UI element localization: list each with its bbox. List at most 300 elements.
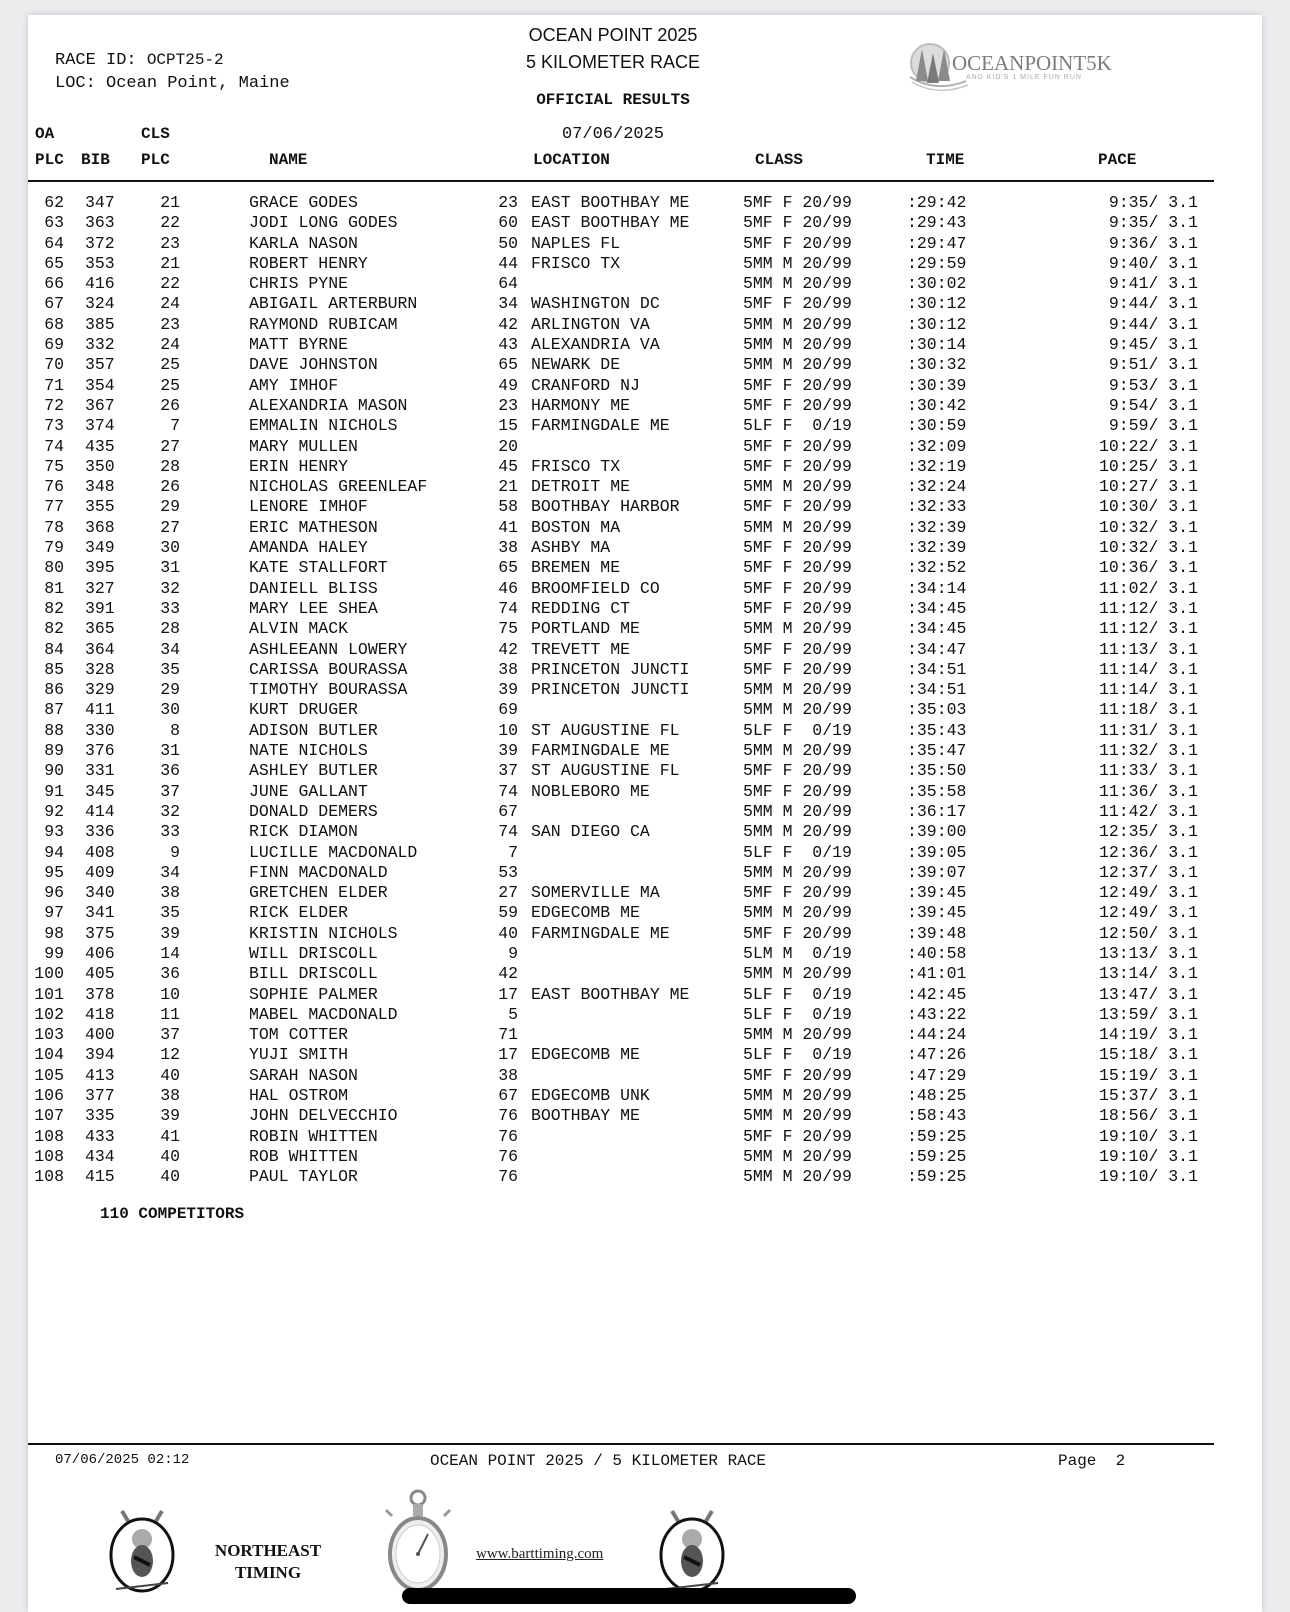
pace: 11:18/ 3.1 [1098,700,1198,720]
oa-place: 92 [44,801,64,821]
class-place: 27 [160,517,180,537]
runner-age: 41 [498,517,518,537]
runner-location: PRINCETON JUNCTI [531,659,690,679]
finish-time: :35:47 [907,741,967,761]
runner-class: 5MF F 20/99 [743,578,852,598]
runner-age: 76 [498,1167,518,1187]
race-title: 5 KILOMETER RACE [525,52,701,72]
table-row [28,660,1262,680]
class-place: 26 [160,395,180,415]
class-place: 28 [160,456,180,476]
bib-number: 340 [85,883,115,903]
location-line [55,74,290,93]
class-place: 8 [170,720,180,740]
table-row [28,315,1262,335]
runner-location: FRISCO TX [531,253,621,273]
runner-location: EDGECOMB ME [531,1045,640,1065]
runner-age: 42 [498,964,518,984]
class-place: 24 [160,335,180,355]
runner-name: NICHOLAS GREENLEAF [249,477,428,497]
pace: 14:19/ 3.1 [1098,1025,1198,1045]
bib-number: 378 [85,984,115,1004]
runner-name: YUJI SMITH [249,1045,349,1065]
class-place: 7 [170,416,180,436]
pace: 19:10/ 3.1 [1098,1167,1198,1187]
oa-place: 66 [44,274,64,294]
runner-age: 39 [498,741,518,761]
pace: 18:56/ 3.1 [1098,1106,1198,1126]
oa-place: 99 [44,943,64,963]
table-row [28,416,1262,436]
footer-title: OCEAN POINT 2025 / 5 KILOMETER RACE [429,1452,767,1470]
competitor-count-value: 110 [100,1205,129,1223]
table-row [28,721,1262,741]
runner-age: 42 [498,314,518,334]
bib-number: 331 [85,761,115,781]
table-row [28,944,1262,964]
runner-name: MARY LEE SHEA [249,598,378,618]
runner-age: 58 [498,497,518,517]
finish-time: :35:43 [907,720,967,740]
class-place: 40 [160,1065,180,1085]
oa-place: 107 [34,1106,64,1126]
oa-place: 73 [44,416,64,436]
col-time: TIME [926,151,965,169]
runner-name: FINN MACDONALD [249,862,388,882]
runner-age: 69 [498,700,518,720]
runner-age: 50 [498,233,518,253]
runner-class: 5MF F 20/99 [743,456,852,476]
finish-time: :39:05 [907,842,967,862]
finish-time: :30:42 [907,395,967,415]
pace: 10:32/ 3.1 [1098,538,1198,558]
runner-age: 21 [498,477,518,497]
col-location: LOCATION [533,151,610,169]
class-place: 9 [170,842,180,862]
bib-number: 377 [85,1086,115,1106]
runner-class: 5LF F 0/19 [743,1045,852,1065]
runner-location: REDDING CT [531,598,631,618]
pace: 11:32/ 3.1 [1098,741,1198,761]
pace: 12:37/ 3.1 [1098,862,1198,882]
table-row [28,619,1262,639]
pace: 11:31/ 3.1 [1098,720,1198,740]
table-row [28,579,1262,599]
runner-age: 46 [498,578,518,598]
pace: 19:10/ 3.1 [1098,1146,1198,1166]
table-row [28,843,1262,863]
finish-time: :43:22 [907,1004,967,1024]
pace: 10:30/ 3.1 [1098,497,1198,517]
runner-class: 5MF F 20/99 [743,1065,852,1085]
logo-text: OCEANPOINT5K [952,51,1112,75]
runner-age: 38 [498,1065,518,1085]
finish-time: :29:59 [907,253,967,273]
finish-time: :32:24 [907,477,967,497]
runner-name: CHRIS PYNE [249,274,349,294]
runner-class: 5MF F 20/99 [743,598,852,618]
oa-place: 76 [44,477,64,497]
oa-place: 82 [44,619,64,639]
table-row [28,213,1262,233]
runner-name: AMANDA HALEY [249,538,368,558]
runner-class: 5MF F 20/99 [743,761,852,781]
table-row [28,437,1262,457]
page-number: 2 [1115,1452,1126,1470]
runner-age: 27 [498,883,518,903]
oa-place: 86 [44,680,64,700]
oa-place: 105 [34,1065,64,1085]
runner-location: CRANFORD NJ [531,375,640,395]
table-row [28,355,1262,375]
oa-place: 98 [44,923,64,943]
timing-website-link[interactable]: www.barttiming.com [476,1546,604,1562]
finish-time: :34:14 [907,578,967,598]
bib-number: 349 [85,538,115,558]
oa-place: 85 [44,659,64,679]
oa-place: 91 [44,781,64,801]
event-title: OCEAN POINT 2025 [528,25,698,45]
pace: 9:54/ 3.1 [1108,395,1198,415]
runner-name: RAYMOND RUBICAM [249,314,398,334]
runner-name: ERIC MATHESON [249,517,378,537]
finish-time: :34:51 [907,680,967,700]
table-row [28,1066,1262,1086]
oa-place: 103 [34,1025,64,1045]
table-row [28,903,1262,923]
table-row [28,782,1262,802]
runner-class: 5MF F 20/99 [743,395,852,415]
runner-name: KURT DRUGER [249,700,358,720]
runner-location: BROOMFIELD CO [531,578,660,598]
runner-class: 5MM M 20/99 [743,822,852,842]
runner-class: 5MM M 20/99 [743,517,852,537]
finish-time: :32:39 [907,538,967,558]
runner-class: 5MM M 20/99 [743,862,852,882]
pace: 15:37/ 3.1 [1098,1086,1198,1106]
runner-name: JOHN DELVECCHIO [249,1106,398,1126]
redaction-bar [402,1588,856,1604]
runner-class: 5MM M 20/99 [743,1106,852,1126]
results-table [28,193,1262,1188]
finish-time: :48:25 [907,1086,967,1106]
col-class: CLASS [755,151,804,169]
class-place: 32 [160,578,180,598]
official-results-heading: OFFICIAL RESULTS [536,91,690,109]
pace: 9:35/ 3.1 [1108,213,1198,233]
finish-time: :30:12 [907,314,967,334]
finish-time: :47:26 [907,1045,967,1065]
table-row [28,802,1262,822]
bib-number: 406 [85,943,115,963]
oa-place: 93 [44,822,64,842]
stopwatch-icon [382,1488,454,1597]
table-row [28,700,1262,720]
runner-name: SARAH NASON [249,1065,358,1085]
runner-class: 5LF F 0/19 [743,984,852,1004]
bib-number: 324 [85,294,115,314]
finish-time: :30:59 [907,416,967,436]
runner-class: 5MF F 20/99 [743,639,852,659]
runner-age: 74 [498,822,518,842]
pace: 9:53/ 3.1 [1108,375,1198,395]
runner-location: WASHINGTON DC [531,294,660,314]
runner-location: NEWARK DE [531,355,621,375]
table-row [28,863,1262,883]
class-place: 31 [160,558,180,578]
runner-location: BREMEN ME [531,558,621,578]
pace: 10:25/ 3.1 [1098,456,1198,476]
col-oa-plc: PLC [35,151,64,169]
class-place: 10 [160,984,180,1004]
runner-name: ALVIN MACK [249,619,349,639]
oa-place: 74 [44,436,64,456]
class-place: 23 [160,314,180,334]
runner-name: JUNE GALLANT [249,781,368,801]
col-pace: PACE [1098,151,1137,169]
bib-number: 357 [85,355,115,375]
class-place: 38 [160,1086,180,1106]
bib-number: 376 [85,741,115,761]
bib-number: 329 [85,680,115,700]
bib-number: 353 [85,253,115,273]
runner-name: BILL DRISCOLL [249,964,378,984]
pace: 12:49/ 3.1 [1098,903,1198,923]
oa-place: 67 [44,294,64,314]
runner-name: ADISON BUTLER [249,720,378,740]
loc-label: LOC: [55,74,96,93]
class-place: 29 [160,497,180,517]
class-place: 41 [160,1126,180,1146]
table-row [28,335,1262,355]
runner-age: 59 [498,903,518,923]
pace: 11:12/ 3.1 [1098,598,1198,618]
runner-location: SAN DIEGO CA [531,822,650,842]
runner-name: KARLA NASON [249,233,358,253]
runner-age: 49 [498,375,518,395]
oa-place: 108 [34,1146,64,1166]
runner-location: ST AUGUSTINE FL [531,720,680,740]
runner-class: 5MM M 20/99 [743,741,852,761]
bib-number: 363 [85,213,115,233]
runner-class: 5MF F 20/99 [743,213,852,233]
runner-location: BOSTON MA [531,517,621,537]
table-row [28,741,1262,761]
bib-number: 355 [85,497,115,517]
finish-time: :58:43 [907,1106,967,1126]
oa-place: 108 [34,1167,64,1187]
oa-place: 95 [44,862,64,882]
oa-place: 87 [44,700,64,720]
class-place: 37 [160,1025,180,1045]
table-row [28,640,1262,660]
bib-number: 433 [85,1126,115,1146]
logo-subtext: AND KID'S 1 MILE FUN RUN [966,74,1082,81]
bib-number: 408 [85,842,115,862]
runner-location: FRISCO TX [531,456,621,476]
bib-number: 332 [85,335,115,355]
runner-location: FARMINGDALE ME [531,923,670,943]
oa-place: 80 [44,558,64,578]
pace: 13:59/ 3.1 [1098,1004,1198,1024]
oa-place: 64 [44,233,64,253]
runner-class: 5MF F 20/99 [743,659,852,679]
bib-number: 434 [85,1146,115,1166]
class-place: 36 [160,964,180,984]
finish-time: :41:01 [907,964,967,984]
runner-class: 5LM M 0/19 [743,943,852,963]
runner-class: 5MM M 20/99 [743,1146,852,1166]
oa-place: 81 [44,578,64,598]
bib-number: 411 [85,700,115,720]
finish-time: :44:24 [907,1025,967,1045]
runner-location: FARMINGDALE ME [531,416,670,436]
runner-name: ALEXANDRIA MASON [249,395,408,415]
pace: 9:36/ 3.1 [1108,233,1198,253]
pace: 10:36/ 3.1 [1098,558,1198,578]
runner-name: GRETCHEN ELDER [249,883,388,903]
runner-location: ARLINGTON VA [531,314,650,334]
table-row [28,294,1262,314]
bib-number: 400 [85,1025,115,1045]
runner-name: ROBERT HENRY [249,253,368,273]
bib-number: 435 [85,436,115,456]
table-row [28,964,1262,984]
class-place: 21 [160,253,180,273]
bib-number: 328 [85,659,115,679]
table-row [28,497,1262,517]
class-place: 29 [160,680,180,700]
logo-graphic [906,37,1116,95]
finish-time: :35:58 [907,781,967,801]
finish-time: :32:39 [907,517,967,537]
runner-name: GRACE GODES [249,193,358,212]
table-row [28,1167,1262,1187]
runner-class: 5MM M 20/99 [743,314,852,334]
finish-time: :39:00 [907,822,967,842]
finish-time: :32:19 [907,456,967,476]
oa-place: 71 [44,375,64,395]
bib-number: 330 [85,720,115,740]
pace: 9:59/ 3.1 [1108,416,1198,436]
class-place: 25 [160,355,180,375]
footer-page [1058,1452,1125,1470]
runner-location: EDGECOMB UNK [531,1086,650,1106]
class-place: 35 [160,903,180,923]
runner-location: PRINCETON JUNCTI [531,680,690,700]
bib-number: 367 [85,395,115,415]
runner-location: NAPLES FL [531,233,621,253]
oa-place: 97 [44,903,64,923]
class-place: 31 [160,741,180,761]
finish-time: :32:09 [907,436,967,456]
oa-place: 108 [34,1126,64,1146]
runner-name: TOM COTTER [249,1025,349,1045]
class-place: 11 [160,1004,180,1024]
runner-location: PORTLAND ME [531,619,640,639]
pace: 11:13/ 3.1 [1098,639,1198,659]
runner-class: 5MM M 20/99 [743,801,852,821]
runner-age: 71 [498,1025,518,1045]
runner-age: 17 [498,1045,518,1065]
pace: 13:13/ 3.1 [1098,943,1198,963]
oa-place: 96 [44,883,64,903]
northeast-timing-text [198,1540,338,1584]
bib-number: 413 [85,1065,115,1085]
pace: 9:35/ 3.1 [1108,193,1198,212]
class-place: 25 [160,375,180,395]
bib-number: 345 [85,781,115,801]
bib-number: 391 [85,598,115,618]
runner-age: 76 [498,1146,518,1166]
oa-place: 68 [44,314,64,334]
runner-age: 38 [498,659,518,679]
runner-name: LUCILLE MACDONALD [249,842,418,862]
oa-place: 70 [44,355,64,375]
runner-age: 43 [498,335,518,355]
runner-name: ERIN HENRY [249,456,349,476]
runner-age: 74 [498,781,518,801]
oa-place: 88 [44,720,64,740]
bib-number: 385 [85,314,115,334]
col-cls-plc: PLC [141,151,170,169]
runner-class: 5MF F 20/99 [743,497,852,517]
bib-number: 364 [85,639,115,659]
finish-time: :36:17 [907,801,967,821]
runner-location: EDGECOMB ME [531,903,640,923]
runner-class: 5MM M 20/99 [743,477,852,497]
runner-age: 76 [498,1126,518,1146]
footer-timestamp: 07/06/2025 02:12 [55,1452,190,1468]
runner-age: 15 [498,416,518,436]
runner-name: MARY MULLEN [249,436,358,456]
oa-place: 79 [44,538,64,558]
finish-time: :34:51 [907,659,967,679]
runner-location: ALEXANDRIA VA [531,335,660,355]
runner-age: 67 [498,1086,518,1106]
runner-name: LENORE IMHOF [249,497,368,517]
runner-name: DANIELL BLISS [249,578,378,598]
runner-name: ASHLEY BUTLER [249,761,378,781]
runner-class: 5MF F 20/99 [743,558,852,578]
bib-number: 375 [85,923,115,943]
class-place: 33 [160,598,180,618]
runner-class: 5MF F 20/99 [743,193,852,212]
runner-name: MABEL MACDONALD [249,1004,398,1024]
pace: 9:41/ 3.1 [1108,274,1198,294]
runner-location: ASHBY MA [531,538,611,558]
table-row [28,1106,1262,1126]
pace: 10:22/ 3.1 [1098,436,1198,456]
loc-value: Ocean Point, Maine [106,74,290,93]
table-row [28,518,1262,538]
runner-age: 23 [498,395,518,415]
class-place: 30 [160,538,180,558]
runner-name: ABIGAIL ARTERBURN [249,294,418,314]
table-row [28,254,1262,274]
runner-age: 44 [498,253,518,273]
bib-number: 368 [85,517,115,537]
runner-class: 5MM M 20/99 [743,335,852,355]
oa-place: 84 [44,639,64,659]
runner-location: SOMERVILLE MA [531,883,660,903]
runner-class: 5LF F 0/19 [743,416,852,436]
pace: 11:36/ 3.1 [1098,781,1198,801]
class-place: 23 [160,233,180,253]
runner-class: 5MF F 20/99 [743,233,852,253]
finish-time: :32:52 [907,558,967,578]
class-place: 32 [160,801,180,821]
